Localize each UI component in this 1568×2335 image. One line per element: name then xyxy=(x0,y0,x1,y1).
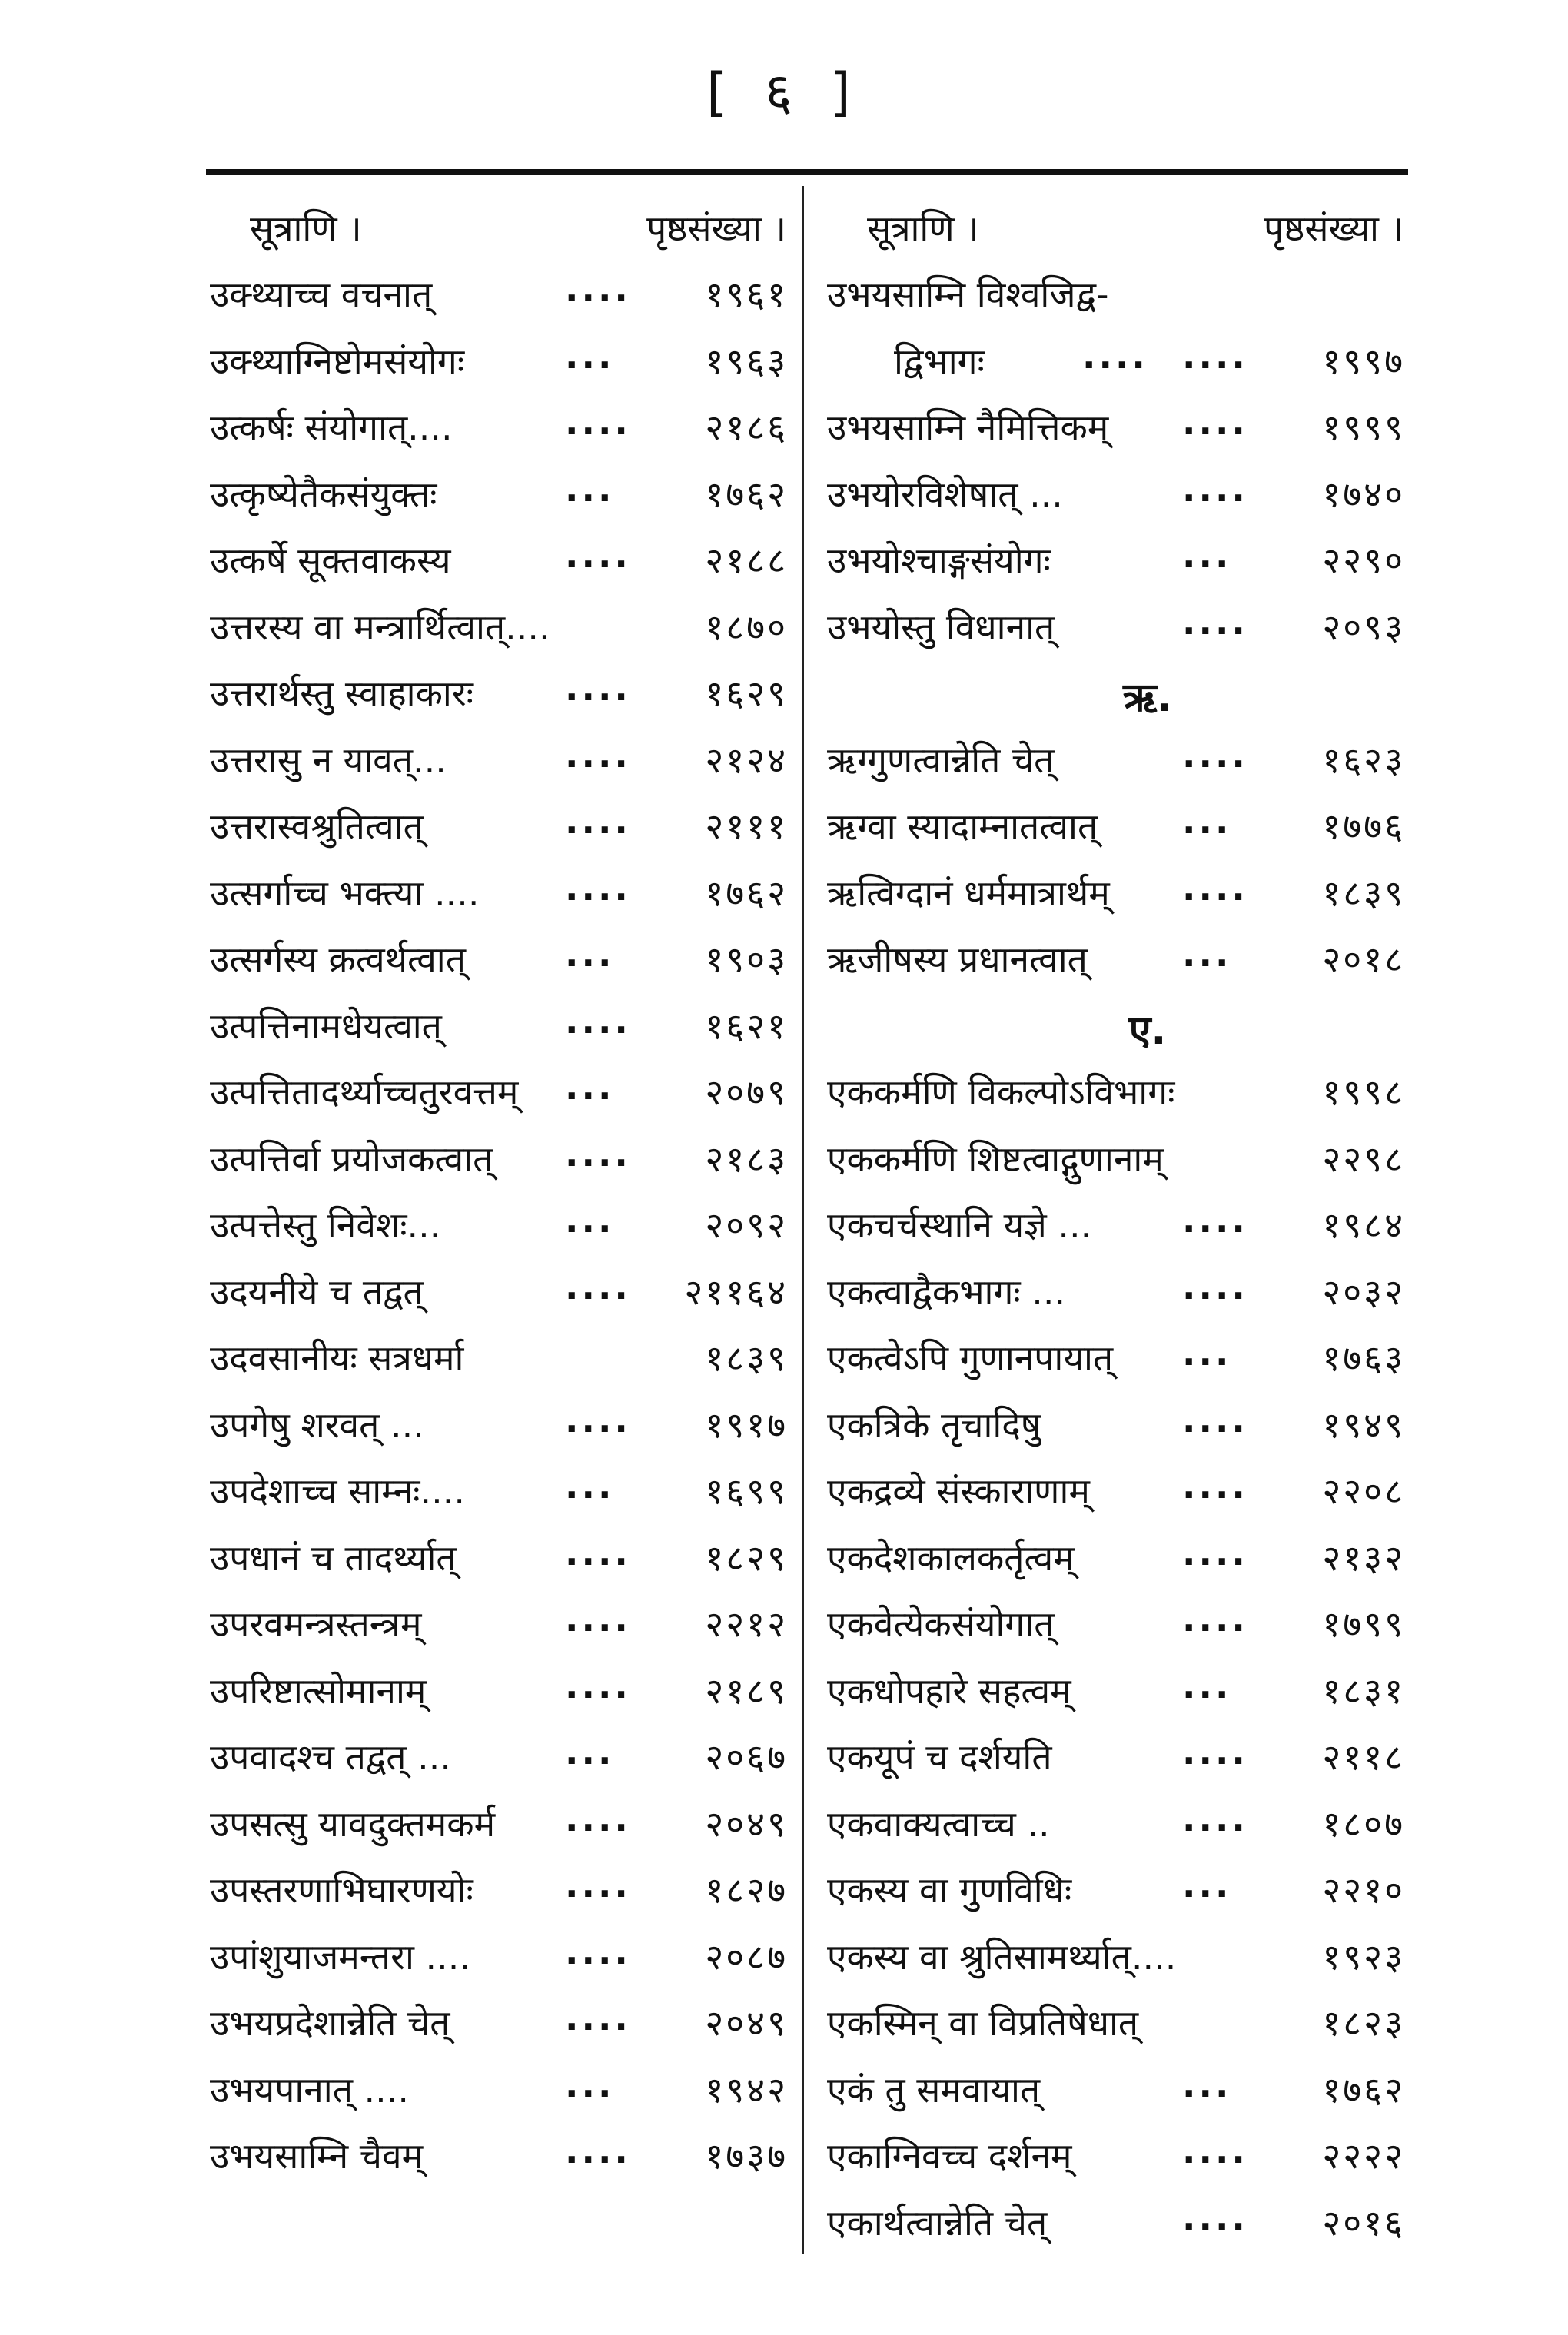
page-number-value: २२९० xyxy=(1322,540,1405,581)
sutra-text: एककर्मणि शिष्टत्वाद्गुणानाम् xyxy=(827,1138,1164,1180)
leader-dots: .... xyxy=(1182,1265,1248,1307)
page-number-value: १८०७ xyxy=(1322,1802,1405,1845)
index-entry xyxy=(204,390,796,457)
index-entry xyxy=(821,1986,1413,2053)
index-entry xyxy=(821,1920,1413,1987)
index-entry xyxy=(204,656,796,723)
sutra-text: उपरिष्टात्सोमानाम् xyxy=(210,1669,427,1712)
index-entry xyxy=(821,2119,1413,2186)
page-number-value: २२१२ xyxy=(705,1603,788,1645)
page-number-value: २११८ xyxy=(1322,1736,1405,1778)
page-number-value: २१८९ xyxy=(705,1669,788,1712)
column-divider xyxy=(802,186,804,2254)
sutra-text: उक्थ्याग्निष्टोमसंयोगः xyxy=(210,340,465,382)
page-number-value: १७७६ xyxy=(1322,805,1405,847)
sutra-text: एकदेशकालकर्तृत्वम् xyxy=(827,1536,1075,1579)
sutra-text: उभयोरविशेषात् ... xyxy=(827,473,1063,515)
index-entry xyxy=(204,1255,796,1322)
page-count-heading: पृष्ठसंख्या । xyxy=(1264,208,1404,249)
index-entry xyxy=(821,1321,1413,1388)
leader-dots: ... xyxy=(1182,534,1232,576)
sutra-text: उभयसाम्नि चैवम् xyxy=(210,2135,424,2177)
sutra-text: उत्पत्तिनामधेयत्वात् xyxy=(210,1005,442,1047)
sutra-text: ऋजीषस्य प्रधानत्वात् xyxy=(827,938,1088,980)
sutra-text: एकस्मिन् वा विप्रतिषेधात् xyxy=(827,2002,1139,2044)
leader-dots: .... xyxy=(565,268,631,310)
sutra-text: उभयोस्तु विधानात् xyxy=(827,606,1055,648)
leader-dots: ... xyxy=(1182,800,1232,842)
page-number-value: २११६४ xyxy=(684,1270,788,1313)
page-number-value: १७४० xyxy=(1322,473,1405,515)
index-entry xyxy=(821,1255,1413,1322)
page-number-value: १७६२ xyxy=(705,473,788,515)
right-entry-list xyxy=(821,257,1413,2252)
sutra-text: एकत्वाद्वैकभागः ... xyxy=(827,1270,1066,1313)
page-number-value: १९६३ xyxy=(705,340,788,382)
leader-dots: .... xyxy=(1182,2196,1248,2238)
section-letter-heading xyxy=(821,989,1413,1056)
index-entry xyxy=(204,922,796,989)
index-entry xyxy=(204,523,796,590)
index-entry xyxy=(204,1787,796,1854)
leader-dots: ... xyxy=(565,1731,615,1772)
leader-dots: ... xyxy=(1182,1664,1232,1706)
leader-dots: .... xyxy=(565,1797,631,1839)
leader-dots: .... xyxy=(1182,1598,1248,1639)
sutra-text: उदवसानीयः सत्रधर्मा xyxy=(210,1337,464,1379)
page-number-value: १७६३ xyxy=(1322,1337,1405,1379)
page-number-value: २०९३ xyxy=(1322,606,1405,648)
leader-dots: .... xyxy=(565,800,631,842)
leader-dots: ... xyxy=(565,1465,615,1506)
leader-dots: .... xyxy=(565,401,631,443)
leader-dots: .... xyxy=(1182,1398,1248,1440)
index-entry xyxy=(821,1521,1413,1588)
index-entry xyxy=(204,856,796,923)
page-number-value: २१२४ xyxy=(705,739,788,781)
index-entry xyxy=(204,324,796,391)
index-entry xyxy=(821,1853,1413,1920)
page-number-value: १७६२ xyxy=(1322,2068,1405,2111)
page-number-value: १७९९ xyxy=(1322,1603,1405,1645)
sutra-text: एकार्थत्वान्नेति चेत् xyxy=(827,2201,1048,2244)
leader-dots: .... xyxy=(1182,334,1248,377)
sutra-text: उत्पत्तिर्वा प्रयोजकत्वात् xyxy=(210,1138,493,1180)
page-number-value: १८२९ xyxy=(705,1536,788,1579)
sutra-text: उत्कर्षः संयोगात्.... xyxy=(210,407,453,448)
sutra-text: एकस्य वा श्रुतिसामर्थ्यात्.... xyxy=(827,1935,1177,1978)
right-column xyxy=(821,188,1413,2252)
index-entry xyxy=(204,2119,796,2186)
sutra-text: एकवाक्यत्वाच्च .. xyxy=(827,1802,1050,1845)
page-number-value: २२१० xyxy=(1322,1869,1405,1911)
leader-dots: .... xyxy=(565,1930,631,1972)
index-entry xyxy=(204,1454,796,1521)
page-number-value: १९४९ xyxy=(1322,1403,1405,1446)
index-entry xyxy=(204,1853,796,1920)
index-entry xyxy=(204,1521,796,1588)
leader-dots: ... xyxy=(1182,1864,1232,1905)
sutra-text: उपस्तरणाभिघारणयोः xyxy=(210,1869,473,1911)
sutra-text: एकचर्चस्थानि यज्ञे ... xyxy=(827,1204,1092,1246)
page-number-value: २०१६ xyxy=(1322,2201,1405,2244)
leader-dots: .... xyxy=(565,866,631,908)
leader-dots: .... xyxy=(1182,1731,1248,1772)
index-entry xyxy=(821,856,1413,923)
index-entry xyxy=(204,1122,796,1189)
page-number-value: १६२९ xyxy=(705,673,788,714)
left-entry-list xyxy=(204,257,796,2186)
page-number-value: २१८६ xyxy=(705,407,788,448)
index-entry xyxy=(821,1454,1413,1521)
index-entry xyxy=(821,789,1413,856)
index-entry xyxy=(821,2186,1413,2253)
sutra-text: उपरवमन्त्रस्तन्त्रम् xyxy=(210,1603,422,1645)
page-number-value: २०९२ xyxy=(705,1204,788,1246)
sutra-text: उत्तरासु न यावत्... xyxy=(210,739,447,781)
leader-dots: .... xyxy=(565,667,631,709)
leader-dots: .... xyxy=(565,1997,631,2038)
index-entry xyxy=(821,324,1413,391)
leader-dots: ... xyxy=(565,933,615,975)
leader-dots: .... xyxy=(565,1531,631,1573)
leader-dots: .... xyxy=(565,2130,631,2171)
page-number-value: १९६१ xyxy=(705,274,788,315)
sutra-text: उपवादश्च तद्वत् ... xyxy=(210,1736,452,1778)
leader-dots: .... xyxy=(1182,2130,1248,2171)
page-number-value: १७३७ xyxy=(705,2135,788,2177)
page-number-value: २०७९ xyxy=(705,1071,788,1113)
page-number-value: २२२२ xyxy=(1322,2135,1405,2177)
index-entry xyxy=(821,723,1413,790)
page-count-heading: पृष्ठसंख्या । xyxy=(646,208,786,249)
index-entry xyxy=(821,1188,1413,1255)
page-number-value: १९१७ xyxy=(705,1403,788,1446)
leader-dots: ... xyxy=(565,467,615,510)
leader-dots: .... xyxy=(1182,600,1248,643)
leader-dots: .... xyxy=(565,999,631,1041)
sutra-text: एकस्य वा गुणविधिः xyxy=(827,1869,1072,1911)
sutra-text: उक्थ्याच्च वचनात् xyxy=(210,274,433,315)
sutra-text: उपांशुयाजमन्तरा .... xyxy=(210,1935,470,1978)
index-entry xyxy=(821,1587,1413,1654)
page-number-value: १६२३ xyxy=(1322,739,1405,781)
sutra-text: एकं तु समवायात् xyxy=(827,2068,1041,2111)
index-entry xyxy=(204,1388,796,1455)
section-letter: ऋ. xyxy=(1122,675,1173,721)
leader-dots: .... xyxy=(565,1132,631,1174)
index-entry xyxy=(204,257,796,324)
page-number-value: १९२३ xyxy=(1322,1935,1405,1978)
sutra-text: उभयप्रदेशान्नेति चेत् xyxy=(210,2002,450,2044)
sutra-text: एकयूपं च दर्शयति xyxy=(827,1736,1052,1778)
sutra-text: उपधानं च तादर्थ्यात् xyxy=(210,1536,457,1579)
leader-dots: ... xyxy=(565,1199,615,1241)
sutra-text: उत्पत्तेस्तु निवेशः... xyxy=(210,1204,441,1246)
index-entry xyxy=(204,723,796,790)
sutra-text: ऋग्गुणत्वान्नेति चेत् xyxy=(827,739,1055,781)
page-number-value: २०४९ xyxy=(705,1802,788,1845)
page-number-value: १८२७ xyxy=(705,1869,788,1911)
sutras-heading: सूत्राणि । xyxy=(250,208,362,249)
index-entry xyxy=(204,1055,796,1122)
page-number-value: १९९९ xyxy=(1322,407,1405,448)
index-entry xyxy=(204,1920,796,1987)
index-entry xyxy=(204,1720,796,1787)
index-entry xyxy=(821,523,1413,590)
index-entry xyxy=(821,1720,1413,1787)
sutra-text: एकधोपहारे सहत्वम् xyxy=(827,1669,1071,1712)
leader-dots: ... xyxy=(565,2063,615,2105)
index-entry xyxy=(204,1587,796,1654)
index-entry xyxy=(821,457,1413,524)
sutra-text: एकद्रव्ये संस्काराणाम् xyxy=(827,1470,1090,1512)
leader-dots: .... xyxy=(1182,733,1248,776)
section-letter: ए. xyxy=(1128,1007,1167,1054)
page-number-value: २०१८ xyxy=(1322,938,1405,980)
sutra-text: ऋत्विग्दानं धर्ममात्रार्थम् xyxy=(827,872,1110,914)
index-entry xyxy=(204,2053,796,2120)
left-column xyxy=(204,188,796,2186)
page-number-value: २०६७ xyxy=(705,1736,788,1778)
leader-dots: .... xyxy=(1182,1199,1248,1241)
page-number-value: १९९७ xyxy=(1322,340,1405,382)
index-entry xyxy=(204,989,796,1056)
page-number-value: १८३९ xyxy=(1322,872,1405,914)
page-number-value: २२९८ xyxy=(1322,1138,1405,1180)
leader-dots: .... xyxy=(1182,467,1248,510)
page-number-value: १६२१ xyxy=(705,1005,788,1047)
index-entry xyxy=(204,1654,796,1721)
leader-dots: .... xyxy=(565,1598,631,1639)
sutra-text: एकत्वेऽपि गुणानपायात् xyxy=(827,1337,1114,1379)
page-number-value: १७६२ xyxy=(705,872,788,914)
leader-dots: .... xyxy=(1182,1797,1248,1839)
index-entry xyxy=(821,257,1413,324)
leader-dots: ... xyxy=(1182,2063,1232,2105)
left-column-header xyxy=(204,188,796,257)
sutra-text: एकवेत्येकसंयोगात् xyxy=(827,1603,1055,1645)
index-entry xyxy=(821,922,1413,989)
sutra-text: उत्कर्षे सूक्तवाकस्य xyxy=(210,540,451,581)
index-entry xyxy=(821,1787,1413,1854)
sutra-text: उदयनीये च तद्वत् xyxy=(210,1270,424,1313)
index-entry xyxy=(821,590,1413,657)
index-entry xyxy=(821,2053,1413,2120)
sutra-text: उत्तरस्य वा मन्त्रार्थित्वात्.... xyxy=(210,606,550,648)
right-column-header xyxy=(821,188,1413,257)
page-number-value: २०८७ xyxy=(705,1935,788,1978)
leader-dots: .... xyxy=(1082,334,1148,377)
index-entry xyxy=(821,1388,1413,1455)
index-entry xyxy=(204,590,796,657)
page-number-value: १९८४ xyxy=(1322,1204,1405,1246)
leader-dots: ... xyxy=(565,1066,615,1108)
page-number-value: २१८३ xyxy=(705,1138,788,1180)
leader-dots: .... xyxy=(565,1664,631,1706)
sutra-text: उपदेशाच्च साम्नः.... xyxy=(210,1470,465,1512)
leader-dots: ... xyxy=(1182,1332,1232,1373)
page-number-value: १६९९ xyxy=(705,1470,788,1512)
leader-dots: .... xyxy=(1182,866,1248,908)
sutra-text: एकाग्निवच्च दर्शनम् xyxy=(827,2135,1072,2177)
page-number-value: २१११ xyxy=(705,805,788,847)
index-entry xyxy=(821,1654,1413,1721)
sutra-text: उत्सर्गाच्च भक्त्या .... xyxy=(210,872,480,914)
header-rule xyxy=(206,169,1408,175)
sutra-text: उत्सर्गस्य क्रत्वर्थत्वात् xyxy=(210,938,466,980)
sutra-text: उत्तरार्थस्तु स्वाहाकारः xyxy=(210,673,473,714)
sutra-text: उभयसाम्नि नैमित्तिकम् xyxy=(827,407,1109,448)
page-number-value: १९९८ xyxy=(1322,1071,1405,1113)
index-entry xyxy=(821,1122,1413,1189)
page-number-value: २१३२ xyxy=(1322,1536,1405,1579)
sutra-text: उपसत्सु यावदुक्तमकर्म xyxy=(210,1802,496,1845)
page-number: [ ६ ] xyxy=(706,62,862,123)
page-number-value: १८३९ xyxy=(705,1337,788,1379)
leader-dots: .... xyxy=(1182,1531,1248,1573)
page-number-value: १९४२ xyxy=(705,2068,788,2111)
page-number-value: १८२३ xyxy=(1322,2002,1405,2044)
page-number-value: १८३१ xyxy=(1322,1669,1405,1712)
page-number-value: २०४९ xyxy=(705,2002,788,2044)
sutra-text: उभयसाम्नि विश्वजिद्व- xyxy=(827,274,1109,315)
page-number-value: १९०३ xyxy=(705,938,788,980)
index-entry xyxy=(204,1321,796,1388)
sutras-heading: सूत्राणि । xyxy=(867,208,979,249)
index-entry xyxy=(821,390,1413,457)
index-entry xyxy=(821,1055,1413,1122)
page-number-value: १८७० xyxy=(705,606,788,648)
index-entry xyxy=(204,1986,796,2053)
index-entry xyxy=(204,457,796,524)
leader-dots: .... xyxy=(565,1265,631,1307)
leader-dots: .... xyxy=(565,534,631,576)
sutra-text: एककर्मणि विकल्पोऽविभागः xyxy=(827,1071,1175,1113)
sutra-text: उत्कृष्येतैकसंयुक्तः xyxy=(210,473,437,515)
index-entry xyxy=(204,1188,796,1255)
leader-dots: ... xyxy=(565,334,615,377)
sutra-text: उभयोश्चाङ्गसंयोगः xyxy=(827,540,1051,581)
index-entry xyxy=(204,789,796,856)
leader-dots: .... xyxy=(565,1398,631,1440)
sutra-text: उपगेषु शरवत् ... xyxy=(210,1403,424,1446)
page-number-value: २०३२ xyxy=(1322,1270,1405,1313)
section-letter-heading xyxy=(821,656,1413,723)
sutra-text: उत्तरास्वश्रुतित्वात् xyxy=(210,805,424,847)
leader-dots: .... xyxy=(1182,1465,1248,1506)
leader-dots: .... xyxy=(1182,401,1248,443)
leader-dots: .... xyxy=(565,1864,631,1905)
sutra-text: उभयपानात् .... xyxy=(210,2068,410,2111)
leader-dots: ... xyxy=(1182,933,1232,975)
leader-dots: .... xyxy=(565,733,631,776)
page-number-value: २१८८ xyxy=(705,540,788,581)
page-number-value: २२०८ xyxy=(1322,1470,1405,1512)
sutra-text: द्विभागः xyxy=(894,340,985,382)
sutra-text: ऋग्वा स्यादाम्नातत्वात् xyxy=(827,805,1098,847)
sutra-text: उत्पत्तितादर्थ्याच्चतुरवत्तम् xyxy=(210,1071,519,1113)
sutra-text: एकत्रिके तृचादिषु xyxy=(827,1403,1041,1446)
